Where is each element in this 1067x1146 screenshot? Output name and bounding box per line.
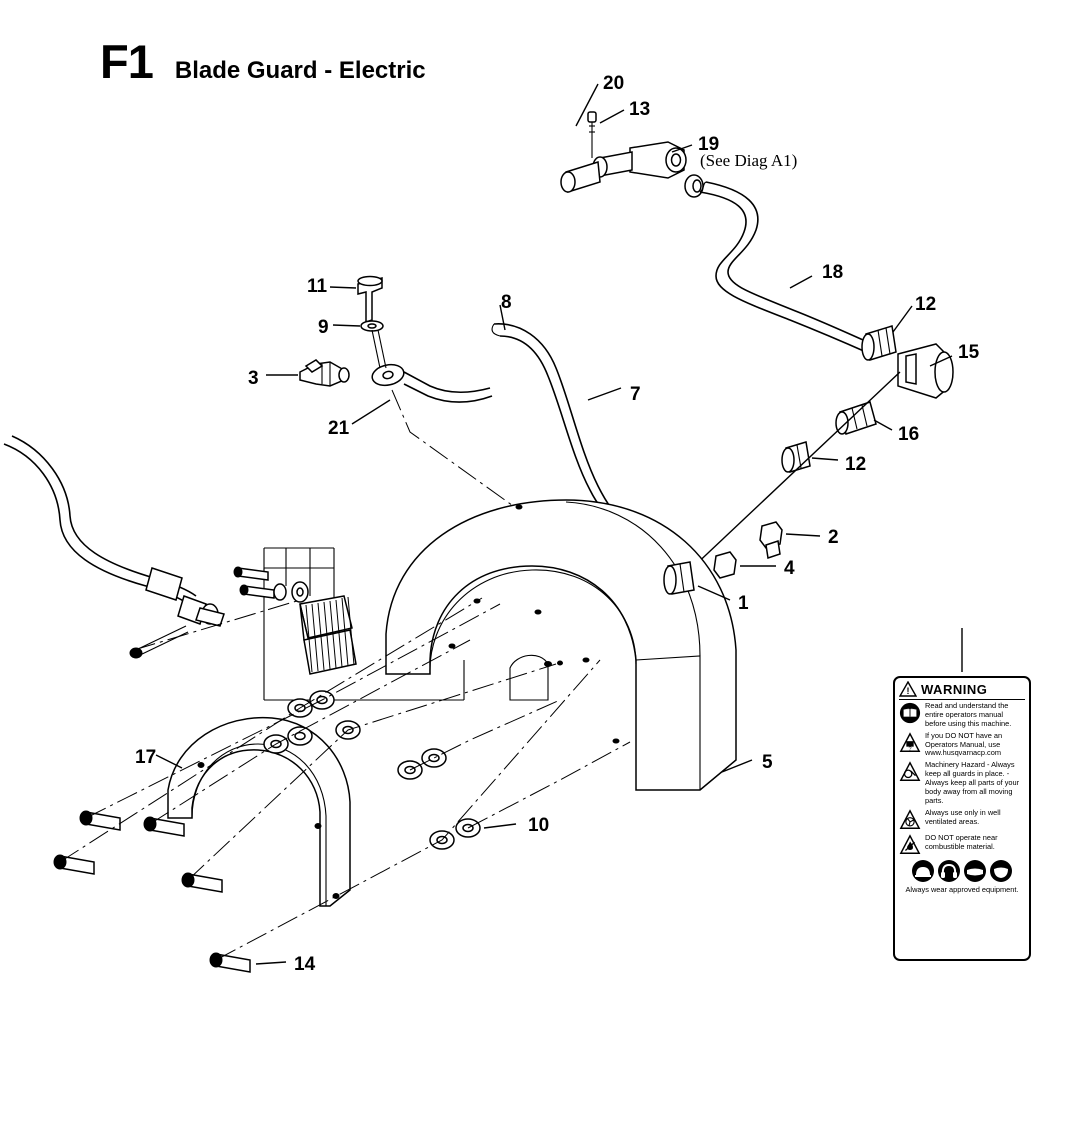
ear-protection-icon [937,859,961,883]
note-see-diagram: (See Diag A1) [700,151,798,170]
callout-4: 4 [784,558,795,579]
part-5-blade-guard [386,500,736,790]
eye-protection-icon [963,859,987,883]
warning-row-combustible [899,834,1025,856]
assembly-centerlines [60,598,630,960]
part-20-pin [588,112,596,158]
callout-9: 9 [318,317,329,338]
part-3-nozzle [300,360,349,386]
part-15-valve [898,344,953,398]
part-17-guard-extension [168,718,350,906]
callout-12-upper: 12 [915,294,937,315]
hard-hat-icon [911,859,935,883]
callout-5: 5 [762,752,773,773]
warning-row-ventilation [899,809,1025,831]
ppe-icon-row [899,859,1025,883]
page-header [100,35,426,88]
callout-2: 2 [828,527,839,548]
part-7-tube-left [404,372,492,402]
callout-7: 7 [630,384,641,405]
part-4-nut [714,552,736,578]
washer-row [264,691,480,849]
warning-triangle-icon [899,681,917,697]
page-title: Blade Guard - Electric [174,57,426,84]
warning-text-ventilation: Always use only in well ventilated areas. [925,807,1001,826]
warning-text-manual: Read and understand the entire operators manual before using this machine. [925,701,1012,728]
fin-block [300,596,356,674]
warning-row-no-manual [899,732,1025,759]
callout-14: 14 [294,954,316,975]
fastener-group-upper [264,548,464,700]
part-11-knob [358,277,382,323]
part-12-fitting-upper [862,326,896,360]
part-16-union [836,402,876,434]
part-1-connector [664,562,694,594]
callout-15: 15 [958,342,980,363]
warning-row-manual [899,702,1025,729]
callout-8: 8 [501,292,512,313]
machinery-hazard-icon [899,761,921,783]
part-19-clevis [561,142,703,197]
left-hose-assembly [4,436,224,658]
part-2-fitting [760,522,782,558]
callout-19: 19 [698,134,720,155]
warning-title: WARNING [921,681,988,697]
respirator-icon [989,859,1013,883]
warning-row-machinery [899,761,1025,805]
callout-21: 21 [328,418,350,439]
part-18-hose [700,182,872,352]
callout-3: 3 [248,368,259,389]
svg-text:?: ? [908,745,912,752]
ventilation-icon [899,809,921,831]
part-12-fitting-lower [782,442,810,472]
callout-18: 18 [822,262,844,283]
callout-10: 10 [528,815,550,836]
warning-text-combustible: DO NOT operate near combustible material. [925,832,998,851]
manual-icon [899,702,921,724]
callout-17: 17 [135,747,157,768]
callout-20: 20 [603,73,625,94]
part-9-washer [361,321,383,331]
no-flame-icon [899,834,921,856]
callout-13: 13 [629,99,651,120]
warning-text-no-manual: If you DO NOT have an Operators Manual, use www.husqvarnacp.com [925,730,1003,758]
bolt-row [234,567,308,602]
callout-1: 1 [738,593,749,614]
part-21-bracket [370,362,405,388]
ppe-footer-text: Always wear approved equipment. [905,884,1019,894]
warning-label [893,676,1031,961]
warning-text-machinery: Machinery Hazard - Always keep all guards in place. - Always keep all parts of your body away from all moving parts. [925,760,1020,805]
svg-text:!: ! [906,686,910,696]
warning-header [899,681,1025,700]
callout-16: 16 [898,424,920,445]
callout-11: 11 [307,276,328,297]
left-screw [130,626,188,658]
callout-12-lower: 12 [845,454,867,475]
no-manual-icon [899,732,921,754]
figure-code: F1 [100,35,153,88]
bolt-group-lower [54,811,250,972]
part-7-water-tube [492,324,641,534]
